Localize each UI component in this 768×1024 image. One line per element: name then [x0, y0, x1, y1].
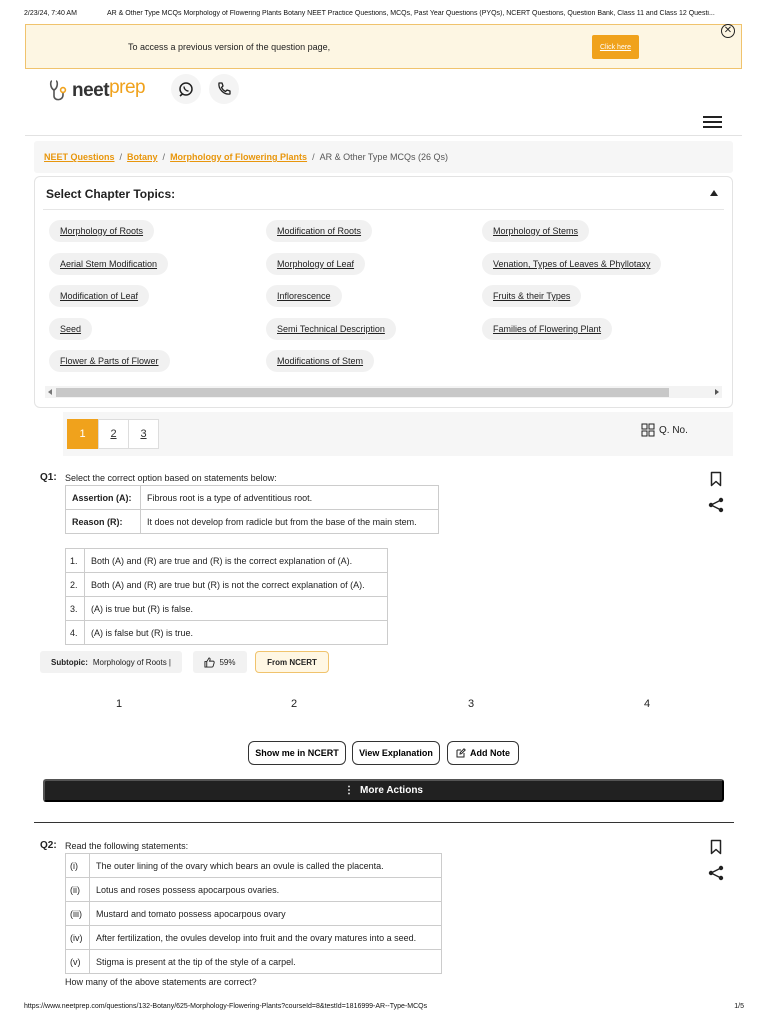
- collapse-caret-icon[interactable]: [710, 190, 718, 196]
- bookmark-icon[interactable]: [708, 839, 724, 855]
- subtopic-value: Morphology of Roots |: [92, 657, 172, 667]
- print-page-title: AR & Other Type MCQs Morphology of Flowering Plants Botany NEET Practice Questions, MCQs, Past Year Questions (PYQs), NCERT Questions, Question Bank, Class 11 and Class 12 Questi...: [106, 10, 715, 17]
- neetprep-logo[interactable]: [48, 78, 145, 104]
- scroll-left-icon[interactable]: [48, 389, 52, 395]
- table-row: [66, 510, 439, 534]
- topic-chip[interactable]: Morphology of Leaf: [266, 253, 365, 275]
- chapter-topics-title: Select Chapter Topics:: [46, 187, 176, 201]
- stethoscope-logo-icon: [48, 78, 70, 104]
- print-header: [24, 10, 744, 17]
- qno-label: Q. No.: [659, 424, 688, 436]
- answer-choice-1[interactable]: 1: [116, 698, 123, 710]
- edit-note-icon: [456, 748, 466, 758]
- view-explanation-button[interactable]: View Explanation: [352, 741, 440, 765]
- hamburger-menu-icon[interactable]: [703, 116, 722, 128]
- print-page-number: 1/5: [734, 1003, 744, 1010]
- question-number-toggle[interactable]: [641, 423, 688, 437]
- print-url: https://www.neetprep.com/questions/132-Botany/625-Morphology-Flowering-Plants?courseId=8&testId=1816999-AR--Type-MCQs: [24, 1003, 428, 1010]
- table-row: (iv) After fertilization, the ovules develop into fruit and the ovary matures into a seed.: [66, 926, 442, 950]
- answer-choice-4[interactable]: 4: [644, 698, 651, 710]
- q2-label: Q2:: [40, 840, 57, 851]
- close-icon[interactable]: ✕: [721, 24, 735, 38]
- reason-label: Reason (R):: [66, 510, 141, 534]
- horizontal-scrollbar[interactable]: [45, 386, 722, 398]
- chapter-topics-panel: [34, 176, 733, 408]
- q1-prompt: Select the correct option based on statements below:: [65, 473, 277, 483]
- topic-chip[interactable]: Flower & Parts of Flower: [49, 350, 170, 372]
- more-actions-button[interactable]: [43, 779, 724, 802]
- whatsapp-icon: [178, 81, 194, 97]
- breadcrumb: NEET Questions / Botany / Morphology of Flowering Plants / AR & Other Type MCQs (26 Qs): [34, 141, 733, 173]
- page-button-2[interactable]: 2: [98, 419, 129, 449]
- breadcrumb-botany[interactable]: Botany: [127, 152, 158, 162]
- q2-question: How many of the above statements are correct?: [65, 977, 257, 987]
- option-row[interactable]: 1. Both (A) and (R) are true and (R) is the correct explanation of (A).: [66, 549, 388, 573]
- print-footer: [24, 1003, 744, 1010]
- page-button-3[interactable]: 3: [128, 419, 159, 449]
- logo-prep-text: prep: [109, 77, 146, 98]
- assertion-text: Fibrous root is a type of adventitious root.: [141, 486, 439, 510]
- topic-chip[interactable]: Seed: [49, 318, 92, 340]
- option-row[interactable]: 4. (A) is false but (R) is true.: [66, 621, 388, 645]
- topic-chip[interactable]: Modifications of Stem: [266, 350, 374, 372]
- assertion-reason-table: [65, 485, 439, 534]
- subtopic-label: Subtopic:: [51, 657, 88, 667]
- answer-choice-3[interactable]: 3: [468, 698, 475, 710]
- topic-chip[interactable]: Morphology of Roots: [49, 220, 154, 242]
- bookmark-icon[interactable]: [708, 471, 724, 487]
- breadcrumb-current: AR & Other Type MCQs (26 Qs): [319, 152, 448, 162]
- topic-chip[interactable]: Morphology of Stems: [482, 220, 589, 242]
- option-row[interactable]: 3. (A) is true but (R) is false.: [66, 597, 388, 621]
- click-here-button[interactable]: Click here: [592, 35, 639, 59]
- reason-text: It does not develop from radicle but from the base of the main stem.: [141, 510, 439, 534]
- scroll-right-icon[interactable]: [715, 389, 719, 395]
- phone-button[interactable]: [209, 74, 239, 104]
- more-actions-label: More Actions: [360, 785, 423, 796]
- answer-choice-2[interactable]: 2: [291, 698, 298, 710]
- whatsapp-button[interactable]: [171, 74, 201, 104]
- share-icon[interactable]: [708, 865, 724, 881]
- from-ncert-badge: From NCERT: [255, 651, 329, 673]
- version-banner: [25, 24, 742, 69]
- table-row: (v) Stigma is present at the tip of the style of a carpel.: [66, 950, 442, 974]
- topic-chip[interactable]: Modification of Roots: [266, 220, 372, 242]
- add-note-button[interactable]: [447, 741, 519, 765]
- phone-icon: [216, 81, 232, 97]
- q1-options-table: [65, 548, 388, 645]
- like-badge[interactable]: [193, 651, 247, 673]
- topic-chip[interactable]: Inflorescence: [266, 285, 342, 307]
- question-divider: [34, 822, 734, 823]
- topic-chip[interactable]: Modification of Leaf: [49, 285, 149, 307]
- breadcrumb-morphology[interactable]: Morphology of Flowering Plants: [170, 152, 308, 162]
- grid-icon: [641, 423, 655, 437]
- share-icon[interactable]: [708, 497, 724, 513]
- table-row: (ii) Lotus and roses possess apocarpous ovaries.: [66, 878, 442, 902]
- breadcrumb-neet-questions[interactable]: NEET Questions: [44, 152, 115, 162]
- thumbs-up-icon: [204, 657, 215, 668]
- like-percent: 59%: [219, 657, 236, 667]
- show-me-in-ncert-button[interactable]: Show me in NCERT: [248, 741, 346, 765]
- q1-label: Q1:: [40, 472, 57, 483]
- topic-chip[interactable]: Fruits & their Types: [482, 285, 581, 307]
- q2-prompt: Read the following statements:: [65, 841, 189, 851]
- option-row[interactable]: 2. Both (A) and (R) are true but (R) is not the correct explanation of (A).: [66, 573, 388, 597]
- q2-statements-table: [65, 853, 442, 974]
- topic-chip[interactable]: Semi Technical Description: [266, 318, 396, 340]
- subtopic-badge: [40, 651, 182, 673]
- pagination-bar: [63, 412, 733, 456]
- table-row: [66, 486, 439, 510]
- logo-neet-text: neet: [72, 80, 110, 101]
- scrollbar-thumb[interactable]: [56, 388, 669, 397]
- assertion-label: Assertion (A):: [66, 486, 141, 510]
- table-row: (i) The outer lining of the ovary which bears an ovule is called the placenta.: [66, 854, 442, 878]
- header-divider: [25, 135, 742, 136]
- more-vertical-icon: ⋮: [344, 785, 355, 796]
- topic-chip[interactable]: Aerial Stem Modification: [49, 253, 168, 275]
- topic-chip[interactable]: Families of Flowering Plant: [482, 318, 612, 340]
- page-button-1[interactable]: 1: [67, 419, 98, 449]
- topic-chip[interactable]: Venation, Types of Leaves & Phyllotaxy: [482, 253, 661, 275]
- print-datetime: 2/23/24, 7:40 AM: [24, 10, 77, 17]
- add-note-label: Add Note: [470, 748, 510, 758]
- table-row: (iii) Mustard and tomato possess apocarpous ovary: [66, 902, 442, 926]
- banner-text: To access a previous version of the question page,: [128, 41, 331, 52]
